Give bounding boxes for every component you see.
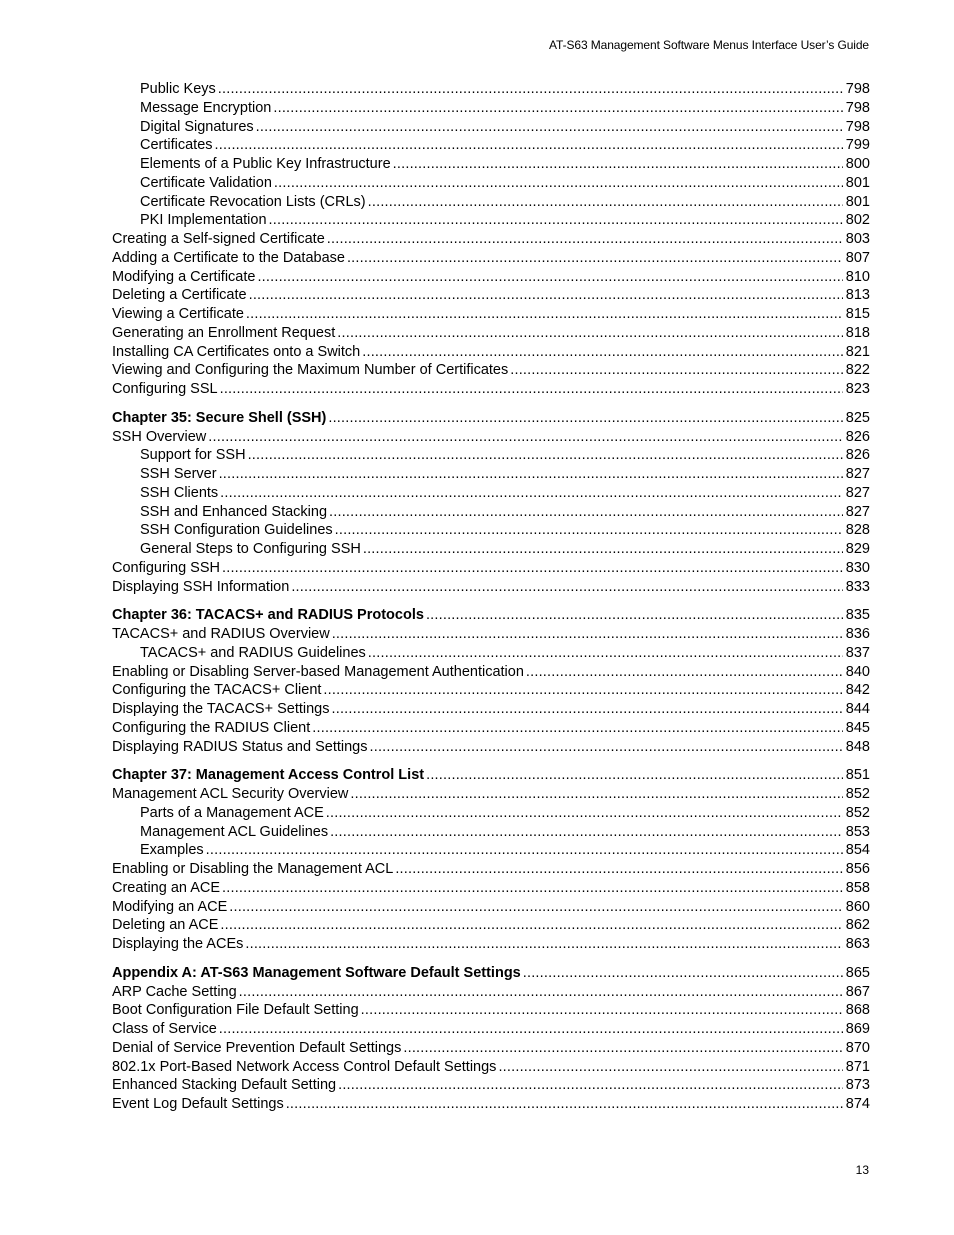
toc-entry-title: Modifying an ACE [112, 898, 228, 915]
toc-entry-page: 798 [845, 118, 870, 135]
toc-entry-title: Management ACL Security Overview [112, 786, 349, 802]
toc-entry-title: Digital Signatures [140, 118, 254, 135]
toc-entry-page: 858 [845, 879, 870, 896]
dot-leader [331, 700, 842, 719]
toc-entry-page: 856 [845, 861, 870, 877]
dot-leader [239, 983, 843, 1002]
toc-entry[interactable] [112, 361, 870, 380]
dot-leader [368, 644, 843, 663]
toc-entry-page: 869 [845, 1021, 870, 1037]
toc-entry-page: 821 [845, 343, 870, 360]
toc-entry[interactable] [112, 521, 870, 540]
toc-entry-page: 845 [845, 719, 870, 736]
toc-entry-title: TACACS+ and RADIUS Overview [112, 626, 330, 642]
toc-entry-title: Certificate Validation [140, 174, 272, 191]
toc-entry-page: 874 [845, 1096, 870, 1112]
dot-leader [395, 860, 842, 879]
toc-entry[interactable] [112, 935, 870, 954]
toc-entry[interactable] [112, 286, 870, 305]
toc-entry[interactable] [112, 738, 870, 757]
toc-entry[interactable] [112, 249, 870, 268]
toc-entry-title: Deleting a Certificate [112, 287, 247, 304]
toc-entry-title: Configuring SSH [112, 559, 220, 576]
toc-entry-page: 815 [845, 306, 870, 322]
dot-leader [329, 503, 843, 522]
toc-entry-title: Denial of Service Prevention Default Settings [112, 1039, 402, 1056]
toc-chapter-entry[interactable] [112, 606, 870, 625]
dot-leader [273, 99, 842, 118]
toc-entry[interactable] [112, 1076, 870, 1095]
dot-leader [274, 174, 843, 193]
toc-entry-page: 828 [845, 522, 870, 539]
dot-leader [229, 898, 843, 917]
dot-leader [249, 286, 843, 305]
dot-leader [222, 879, 843, 898]
toc-entry-page: 802 [845, 212, 870, 229]
toc-entry[interactable] [112, 1095, 870, 1114]
toc-entry[interactable] [112, 193, 870, 212]
toc-entry-title: PKI Implementation [140, 212, 267, 229]
toc-entry-page: 865 [845, 964, 870, 981]
toc-entry-title: Examples [140, 842, 204, 859]
toc-entry-title: SSH Server [140, 466, 217, 482]
toc-entry-title: SSH Configuration Guidelines [140, 522, 333, 539]
toc-entry[interactable] [112, 879, 870, 898]
dot-leader [510, 361, 843, 380]
dot-leader [361, 1001, 843, 1020]
dot-leader [246, 305, 843, 324]
toc-entry-title: SSH and Enhanced Stacking [140, 503, 328, 520]
toc-entry[interactable] [112, 898, 870, 917]
toc-entry[interactable] [112, 1001, 870, 1020]
toc-entry[interactable] [112, 540, 870, 559]
toc-entry-page: 871 [845, 1058, 870, 1075]
dot-leader [220, 916, 842, 935]
toc-entry-page: 853 [845, 823, 870, 840]
toc-entry-page: 826 [845, 428, 870, 445]
toc-entry-page: 840 [845, 663, 870, 680]
dot-leader [498, 1058, 842, 1077]
toc-entry-title: Chapter 35: Secure Shell (SSH) [112, 409, 327, 426]
toc-entry[interactable] [112, 174, 870, 193]
toc-entry-title: SSH Clients [140, 484, 219, 501]
toc-entry-page: 863 [845, 936, 870, 952]
toc-chapter-entry[interactable] [112, 409, 870, 428]
dot-leader [335, 521, 843, 540]
toc-entry[interactable] [112, 1058, 870, 1077]
toc-entry-title: Configuring the TACACS+ Client [112, 682, 322, 699]
toc-entry[interactable] [112, 625, 870, 644]
toc-entry-page: 860 [845, 898, 870, 915]
toc-entry[interactable] [112, 578, 870, 597]
dot-leader [245, 935, 842, 954]
dot-leader [208, 428, 843, 447]
toc-entry-page: 807 [845, 249, 870, 266]
toc-entry[interactable] [112, 343, 870, 362]
toc-entry-title: ARP Cache Setting [112, 983, 237, 1000]
toc-entry[interactable] [112, 983, 870, 1002]
toc-entry-page: 833 [845, 578, 870, 595]
toc-entry[interactable] [112, 211, 870, 230]
toc-entry-page: 798 [845, 99, 870, 116]
toc-entry-title: Viewing and Configuring the Maximum Number of Certificates [112, 362, 509, 379]
toc-entry-page: 827 [845, 466, 870, 482]
dot-leader [368, 193, 843, 212]
toc-entry-title: Certificates [140, 137, 213, 154]
toc-entry-page: 836 [845, 626, 870, 642]
toc-entry-page: 799 [845, 137, 870, 154]
toc-entry-title: Elements of a Public Key Infrastructure [140, 156, 391, 172]
toc-entry-page: 844 [845, 701, 870, 717]
dot-leader [206, 841, 843, 860]
toc-entry-title: Displaying RADIUS Status and Settings [112, 738, 368, 755]
toc-entry[interactable] [112, 785, 870, 804]
toc-entry-page: 848 [845, 738, 870, 755]
toc-entry[interactable] [112, 99, 870, 118]
dot-leader [248, 446, 843, 465]
toc-entry[interactable] [112, 324, 870, 343]
table-of-contents [112, 80, 870, 1114]
toc-entry-title: Chapter 36: TACACS+ and RADIUS Protocols [112, 607, 424, 624]
running-header: AT-S63 Management Software Menus Interface User’s Guide [549, 38, 869, 52]
toc-entry[interactable] [112, 268, 870, 287]
toc-entry-title: Modifying a Certificate [112, 268, 256, 285]
toc-entry-page: 837 [845, 644, 870, 661]
toc-entry-page: 873 [845, 1077, 870, 1094]
toc-entry-title: Chapter 37: Management Access Control List [112, 767, 425, 784]
toc-entry-title: Displaying SSH Information [112, 578, 290, 595]
toc-entry-title: Boot Configuration File Default Setting [112, 1002, 359, 1019]
toc-entry-page: 830 [845, 559, 870, 576]
toc-entry[interactable] [112, 1039, 870, 1058]
dot-leader [256, 118, 843, 137]
toc-entry[interactable] [112, 465, 870, 484]
dot-leader [222, 559, 843, 578]
dot-leader [370, 738, 843, 757]
toc-entry[interactable] [112, 484, 870, 503]
toc-entry-title: Configuring the RADIUS Client [112, 719, 311, 736]
toc-chapter-entry[interactable] [112, 766, 870, 785]
toc-entry-page: 825 [845, 409, 870, 426]
toc-entry[interactable] [112, 118, 870, 137]
dot-leader [337, 324, 843, 343]
toc-entry[interactable] [112, 700, 870, 719]
toc-entry-title: Displaying the ACEs [112, 936, 244, 952]
dot-leader [326, 804, 843, 823]
toc-entry-title: General Steps to Configuring SSH [140, 541, 361, 557]
toc-entry[interactable] [112, 804, 870, 823]
dot-leader [257, 268, 842, 287]
toc-entry[interactable] [112, 644, 870, 663]
toc-entry[interactable] [112, 916, 870, 935]
toc-entry-page: 801 [845, 193, 870, 210]
toc-entry-title: Event Log Default Settings [112, 1096, 284, 1112]
toc-entry-page: 862 [845, 917, 870, 934]
toc-entry[interactable] [112, 823, 870, 842]
dot-leader [220, 380, 843, 399]
toc-entry[interactable] [112, 230, 870, 249]
dot-leader [523, 964, 843, 983]
toc-entry[interactable] [112, 380, 870, 399]
toc-entry[interactable] [112, 503, 870, 522]
toc-entry-title: Creating an ACE [112, 879, 221, 896]
toc-entry[interactable] [112, 841, 870, 860]
toc-entry-title: Adding a Certificate to the Database [112, 249, 345, 266]
toc-entry-page: 827 [845, 484, 870, 501]
toc-entry-page: 851 [845, 767, 870, 784]
toc-entry[interactable] [112, 155, 870, 174]
toc-entry[interactable] [112, 719, 870, 738]
toc-entry-page: 852 [845, 804, 870, 821]
dot-leader [323, 681, 842, 700]
toc-entry-title: Viewing a Certificate [112, 306, 244, 322]
dot-leader [403, 1039, 842, 1058]
toc-entry-page: 868 [845, 1002, 870, 1019]
toc-entry-title: SSH Overview [112, 428, 207, 445]
toc-entry[interactable] [112, 663, 870, 682]
toc-entry-title: Public Keys [140, 81, 216, 97]
dot-leader [347, 249, 843, 268]
dot-leader [426, 766, 843, 785]
dot-leader [269, 211, 843, 230]
toc-entry-title: Deleting an ACE [112, 917, 219, 934]
toc-entry-page: 835 [845, 607, 870, 624]
toc-entry-title: Support for SSH [140, 447, 246, 464]
dot-leader [328, 409, 842, 428]
toc-entry-title: TACACS+ and RADIUS Guidelines [140, 644, 366, 661]
dot-leader [220, 484, 843, 503]
toc-entry-page: 801 [845, 174, 870, 191]
toc-entry-page: 827 [845, 503, 870, 520]
toc-entry-page: 813 [845, 287, 870, 304]
toc-entry-page: 822 [845, 362, 870, 379]
dot-leader [215, 136, 843, 155]
toc-entry[interactable] [112, 80, 870, 99]
toc-entry-title: Class of Service [112, 1021, 217, 1037]
toc-entry[interactable] [112, 681, 870, 700]
toc-entry[interactable] [112, 559, 870, 578]
dot-leader [363, 540, 843, 559]
toc-entry-title: Enabling or Disabling the Management ACL [112, 861, 394, 877]
toc-entry[interactable] [112, 136, 870, 155]
toc-entry-page: 826 [845, 447, 870, 464]
toc-entry-title: 802.1x Port-Based Network Access Control Default Settings [112, 1058, 497, 1075]
dot-leader [526, 663, 843, 682]
toc-chapter-entry[interactable] [112, 964, 870, 983]
dot-leader [286, 1095, 843, 1114]
toc-entry-page: 818 [845, 324, 870, 341]
dot-leader [426, 606, 843, 625]
dot-leader [218, 80, 843, 99]
toc-entry-title: Displaying the TACACS+ Settings [112, 701, 330, 717]
dot-leader [219, 465, 843, 484]
dot-leader [330, 823, 843, 842]
toc-entry-title: Installing CA Certificates onto a Switch [112, 343, 361, 360]
dot-leader [350, 785, 842, 804]
dot-leader [219, 1020, 843, 1039]
toc-entry-title: Enabling or Disabling Server-based Management Authentication [112, 663, 524, 680]
page-number: 13 [855, 1163, 869, 1177]
dot-leader [291, 578, 842, 597]
toc-entry-title: Configuring SSL [112, 381, 218, 397]
toc-entry[interactable] [112, 860, 870, 879]
dot-leader [332, 625, 843, 644]
toc-entry-page: 829 [845, 541, 870, 557]
toc-entry[interactable] [112, 305, 870, 324]
toc-entry-page: 852 [845, 786, 870, 802]
dot-leader [312, 719, 843, 738]
toc-entry-page: 810 [845, 268, 870, 285]
toc-entry-page: 870 [845, 1039, 870, 1056]
dot-leader [327, 230, 843, 249]
toc-entry-title: Enhanced Stacking Default Setting [112, 1077, 337, 1094]
toc-entry-title: Parts of a Management ACE [140, 804, 324, 821]
dot-leader [393, 155, 843, 174]
toc-entry-page: 854 [845, 842, 870, 859]
dot-leader [338, 1076, 843, 1095]
toc-entry-page: 798 [845, 81, 870, 97]
toc-entry-title: Management ACL Guidelines [140, 823, 329, 840]
toc-entry-title: Message Encryption [140, 99, 272, 116]
toc-entry[interactable] [112, 428, 870, 447]
toc-entry-page: 867 [845, 983, 870, 1000]
toc-entry-title: Generating an Enrollment Request [112, 324, 336, 341]
toc-entry-title: Appendix A: AT-S63 Management Software Default Settings [112, 964, 521, 981]
toc-entry-title: Certificate Revocation Lists (CRLs) [140, 193, 366, 210]
toc-entry[interactable] [112, 1020, 870, 1039]
toc-entry-page: 842 [845, 682, 870, 699]
toc-entry-title: Creating a Self-signed Certificate [112, 231, 325, 247]
toc-entry-page: 800 [845, 156, 870, 172]
toc-entry-page: 823 [845, 381, 870, 397]
toc-entry[interactable] [112, 446, 870, 465]
dot-leader [362, 343, 843, 362]
toc-entry-page: 803 [845, 231, 870, 247]
